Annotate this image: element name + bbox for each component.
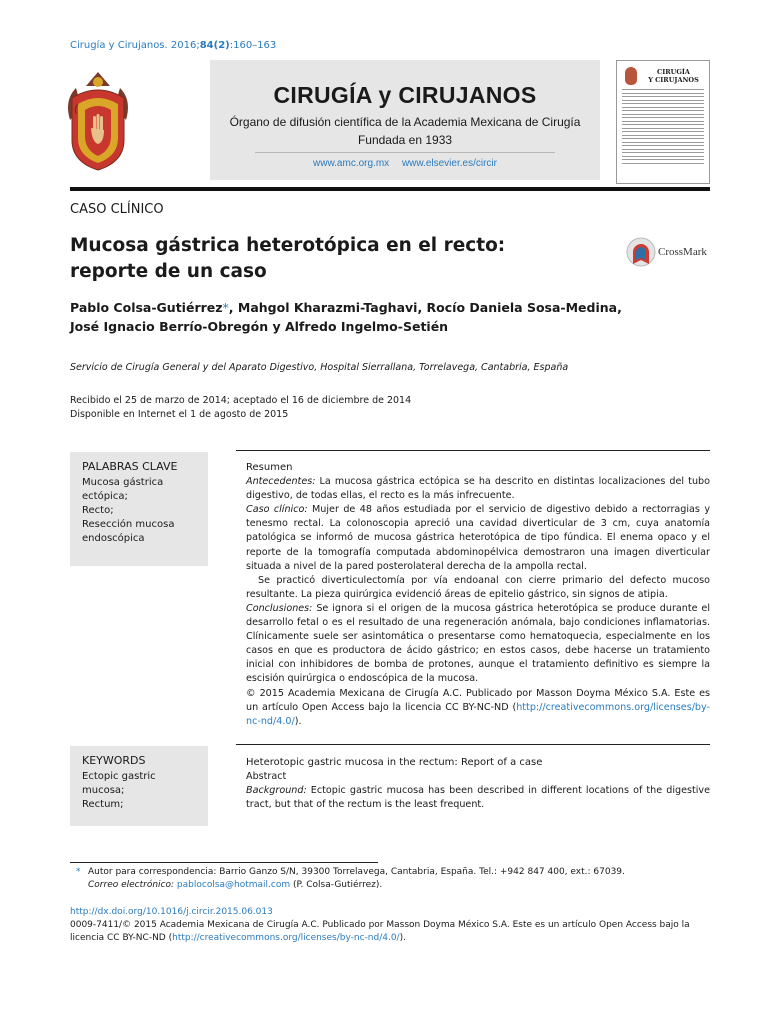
keywords-en-box xyxy=(70,746,208,826)
publication-info xyxy=(70,906,710,945)
crossmark-icon xyxy=(626,236,656,268)
footnote-author xyxy=(70,866,710,879)
author-list xyxy=(70,298,710,336)
keyword-item: mucosa; xyxy=(82,785,125,796)
keywords-es-heading: PALABRAS CLAVE xyxy=(82,460,178,473)
cover-title xyxy=(641,68,706,84)
authors-line1-rest: , Mahgol Kharazmi-Taghavi, Rocío Daniela Sosa-Medina, xyxy=(228,300,622,315)
cover-title-line2: Y CIRUJANOS xyxy=(648,76,699,84)
conclusiones-label: Conclusiones: xyxy=(246,602,313,614)
cover-title-line1: CIRUGÍA xyxy=(657,68,690,76)
antecedentes-text: La mucosa gástrica ectópica se ha descrito en distintas localizaciones del tubo digestivo, de todas ellas, el recto es la más infrecuente. xyxy=(246,476,710,502)
citation-pages: :160–163 xyxy=(229,40,277,51)
abstract-es-antecedentes xyxy=(246,475,710,503)
abstract-es-conclusiones xyxy=(246,602,710,687)
keyword-item: Rectum; xyxy=(82,799,124,810)
footnote-email xyxy=(70,879,710,892)
keywords-en-heading: KEYWORDS xyxy=(82,754,146,767)
abstract-es xyxy=(246,461,710,729)
issn-license xyxy=(70,919,710,945)
keyword-item: ectópica; xyxy=(82,491,128,502)
journal-masthead xyxy=(210,60,600,180)
abstract-es-copyright xyxy=(246,687,710,729)
amc-website-link[interactable]: www.amc.org.mx xyxy=(313,158,390,169)
citation-volume: 84(2) xyxy=(199,40,230,51)
abstract-en-heading: Abstract xyxy=(246,771,287,782)
crossmark-label: CrossMark xyxy=(658,246,707,258)
issn-end: ). xyxy=(399,933,406,943)
license-link[interactable]: http://creativecommons.org/licenses/by-nc-nd/4.0/ xyxy=(246,701,710,727)
license-link-bottom[interactable]: http://creativecommons.org/licenses/by-nc-nd/4.0/ xyxy=(172,933,400,943)
article-dates xyxy=(70,394,411,422)
background-text: Ectopic gastric mucosa has been described in different locations of the digestive tract, but that of the rectum is the least frequent. xyxy=(246,785,710,810)
keyword-item: Recto; xyxy=(82,505,114,516)
abstract-es-caso xyxy=(246,503,710,573)
issn-text: 0009-7411/© 2015 Academia Mexicana de Cirugía A.C. Publicado por Masson Doyma México S.A. Este es un artículo Open Access bajo la licencia CC BY-NC-ND ( xyxy=(70,920,690,943)
abstract-en-background xyxy=(246,784,710,812)
abstract-en-rule xyxy=(236,744,710,745)
received-date: Recibido el 25 de marzo de 2014; aceptado el 16 de diciembre de 2014 xyxy=(70,395,412,406)
elsevier-website-link[interactable]: www.elsevier.es/circir xyxy=(401,158,497,169)
citation-journal: Cirugía y Cirujanos. xyxy=(70,40,168,51)
email-link[interactable]: pablocolsa@hotmail.com xyxy=(176,880,291,890)
academia-seal-logo xyxy=(66,70,130,174)
keyword-item: Resección mucosa xyxy=(82,519,175,530)
article-type: CASO CLÍNICO xyxy=(70,202,164,217)
keyword-item: endoscópica xyxy=(82,533,145,544)
conclusiones-text: Se ignora si el origen de la mucosa gástrica heterotópica se produce durante el desarrollo fetal o es el resultado de una regeneración anómala, bajo condiciones inflamatorias. Clínicamente suele ser asintomática o presentarse como hematoquecia, especialmente en los casos en que es productora de ácido gástrico; en estos casos, debe hacerse un tratamiento inicial con inhibidores de bomba de protones, aunque el tratamiento definitivo es siempre la escisión quirúrgica o endoscópica de la mucosa. xyxy=(246,602,710,685)
journal-cover-thumbnail[interactable] xyxy=(616,60,710,184)
keywords-es-box xyxy=(70,452,208,566)
footnote-marker: * xyxy=(76,867,81,877)
doi-link[interactable]: http://dx.doi.org/10.1016/j.circir.2015.06.013 xyxy=(70,907,273,917)
article-title-line1: Mucosa gástrica heterotópica en el recto: xyxy=(70,235,506,256)
keyword-item: Mucosa gástrica xyxy=(82,477,164,488)
corresponding-author-marker[interactable]: * xyxy=(222,300,229,315)
masthead-divider xyxy=(255,152,555,153)
abstract-es-caso-cont: Se practicó diverticulectomía por vía endoanal con cierre primario del defecto mucoso resultante. La pieza quirúrgica evidenció áreas de epitelio gástrico, sin signos de atipia. xyxy=(246,574,710,600)
header-rule xyxy=(70,187,710,191)
caso-label: Caso clínico: xyxy=(246,504,308,516)
authors-line2: José Ignacio Berrío-Obregón y Alfredo Ingelmo-Setién xyxy=(70,319,449,334)
authors-line1 xyxy=(70,298,710,317)
abstract-en-title: Heterotopic gastric mucosa in the rectum: Report of a case xyxy=(246,757,543,768)
affiliation: Servicio de Cirugía General y del Aparato Digestivo, Hospital Sierrallana, Torrelavega, Cantabria, España xyxy=(70,362,569,373)
masthead-links xyxy=(210,158,600,169)
corresponding-author: Pablo Colsa-Gutiérrez xyxy=(70,300,223,315)
citation-year: 2016; xyxy=(170,40,200,51)
footnote xyxy=(70,866,710,892)
article-title-line2: reporte de un caso xyxy=(70,261,267,282)
copyright-end: ). xyxy=(294,715,302,727)
article-title xyxy=(70,233,600,285)
email-label: Correo electrónico: xyxy=(88,880,175,890)
email-name: (P. Colsa-Gutiérrez). xyxy=(290,880,383,890)
footnote-rule xyxy=(70,862,378,863)
keyword-item: Ectopic gastric xyxy=(82,771,156,782)
cover-text-lines xyxy=(622,89,704,166)
available-date: Disponible en Internet el 1 de agosto de 2015 xyxy=(70,409,289,420)
copyright-text: © 2015 Academia Mexicana de Cirugía A.C. Publicado por Masson Doyma México S.A. Este es un artículo Open Access bajo la licencia CC BY-NC-ND ( xyxy=(246,687,710,713)
crossmark-badge[interactable] xyxy=(626,236,716,268)
journal-citation[interactable] xyxy=(70,40,276,51)
abstract-es-heading: Resumen xyxy=(246,462,293,473)
footnote-author-text: Autor para correspondencia: Barrio Ganzo S/N, 39300 Torrelavega, Cantabria, España. Tel.: +942 847 400, ext.: 67039. xyxy=(88,867,625,877)
antecedentes-label: Antecedentes: xyxy=(246,476,316,488)
abstract-es-rule xyxy=(236,450,710,451)
background-label: Background: xyxy=(246,785,307,796)
journal-title: CIRUGÍA y CIRUJANOS xyxy=(273,82,537,108)
journal-founded: Fundada en 1933 xyxy=(357,133,453,147)
caso-text: Mujer de 48 años estudiada por el servicio de digestivo debido a rectorragias y tenesmo rectal. La colonoscopia apreció una cavidad diverticular de 3 cm, cuya anatomía patológica se informó de mucosa gástrica heterotópica de tipo fúndica. El enema opaco y el reporte de la tomografía computada abdominopélvica demostraron una imagen diverticular situada a nivel de la pared posterolateral derecha de la ampolla rectal. xyxy=(246,504,710,572)
abstract-en xyxy=(246,756,710,812)
journal-description: Órgano de difusión científica de la Academia Mexicana de Cirugía xyxy=(229,115,581,129)
cover-seal-icon xyxy=(625,67,637,85)
